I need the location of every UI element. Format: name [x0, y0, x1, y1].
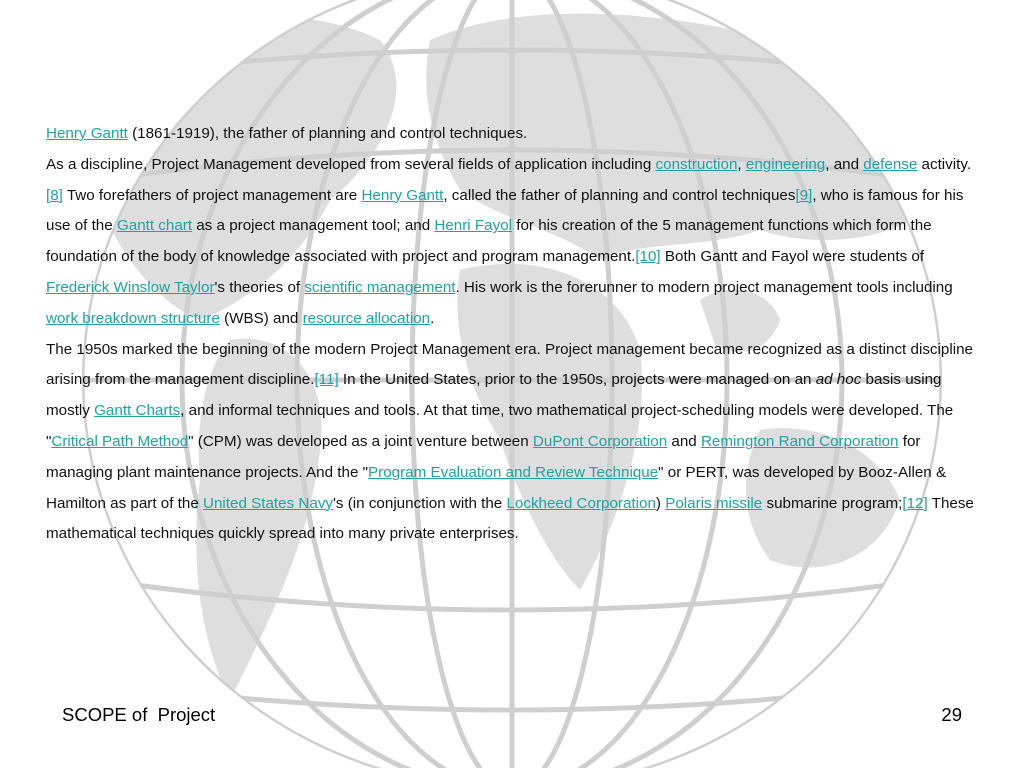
text-run: .: [430, 309, 435, 327]
text-run: . His work is the forerunner to modern project management tools including: [455, 278, 953, 296]
text-run: , called the father of planning and control techniques: [443, 186, 796, 204]
inline-link[interactable]: Henry Gantt: [46, 125, 128, 142]
inline-link[interactable]: Gantt chart: [116, 217, 193, 235]
text-run: activity.: [917, 155, 972, 173]
text-run: ): [655, 494, 666, 512]
inline-link[interactable]: Frederick Winslow Taylor: [46, 278, 215, 296]
inline-link[interactable]: [11]: [314, 371, 339, 389]
inline-link[interactable]: United States Navy: [203, 494, 334, 512]
inline-link[interactable]: Critical Path Method: [51, 432, 189, 450]
text-run: Two forefathers of project management are: [62, 186, 362, 204]
inline-link[interactable]: Lockheed Corporation: [506, 494, 656, 512]
inline-link[interactable]: Henry Gantt: [361, 186, 444, 204]
text-run: , and: [825, 155, 864, 173]
inline-link[interactable]: Polaris missile: [665, 494, 763, 512]
text-run: 's (in conjunction with the: [333, 494, 507, 512]
text-run: Both Gantt and Fayol were students of: [660, 248, 925, 266]
inline-link[interactable]: Program Evaluation and Review Technique: [368, 463, 659, 481]
text-run: basis using mostly: [46, 371, 942, 420]
text-run: These mathematical techniques quickly spread into many private enterprises.: [46, 494, 974, 543]
inline-link[interactable]: resource allocation: [302, 309, 431, 327]
inline-link[interactable]: defense: [863, 155, 918, 173]
text-run: , and informal techniques and tools. At that time, two mathematical project-scheduling models were developed. The ": [46, 402, 954, 450]
inline-link[interactable]: [12]: [902, 494, 928, 512]
inline-link[interactable]: [9]: [795, 186, 813, 204]
text-run: and: [667, 432, 701, 450]
text-run: (WBS) and: [219, 309, 303, 327]
inline-link[interactable]: [8]: [46, 186, 63, 204]
text-run: (1861-1919), the father of planning and control techniques.: [127, 125, 528, 142]
inline-link[interactable]: Remington Rand Corporation: [700, 432, 899, 450]
paragraph: [46, 119, 981, 150]
italic-text: ad hoc: [815, 371, 862, 389]
text-run: The 1950s marked the beginning of the modern Project Management era. Project management became recognized as a distinct discipline arising from the management discipline.: [46, 340, 973, 389]
paragraph: [46, 150, 981, 335]
inline-link[interactable]: DuPont Corporation: [532, 432, 668, 450]
inline-link[interactable]: work breakdown structure: [46, 309, 220, 327]
text-run: as a project management tool; and: [192, 217, 435, 235]
text-run: ,: [737, 155, 746, 173]
inline-link[interactable]: Gantt Charts: [94, 402, 181, 420]
paragraph: [46, 335, 981, 551]
text-run: In the United States, prior to the 1950s, projects were managed on an: [338, 371, 816, 389]
text-run: for managing plant maintenance projects. And the ": [46, 432, 921, 481]
text-run: " or PERT, was developed by Booz-Allen & Hamilton as part of the: [46, 463, 947, 512]
page-number: 29: [941, 704, 962, 725]
footer-title: SCOPE of Project: [62, 704, 216, 725]
inline-link[interactable]: [10]: [635, 248, 661, 266]
inline-link[interactable]: engineering: [745, 155, 826, 173]
text-run: As a discipline, Project Management developed from several fields of application including: [46, 155, 656, 173]
body-text: [46, 119, 981, 550]
inline-link[interactable]: construction: [655, 155, 738, 173]
inline-link[interactable]: Henri Fayol: [434, 217, 513, 235]
text-run: for his creation of the 5 management functions which form the foundation of the body of knowledge associated with project and program management.: [46, 217, 932, 266]
text-run: 's theories of: [214, 278, 305, 296]
text-run: submarine program;: [762, 494, 903, 512]
inline-link[interactable]: scientific management: [304, 278, 456, 296]
text-run: , who is famous for his use of the: [46, 186, 964, 235]
text-run: " (CPM) was developed as a joint venture between: [188, 432, 533, 450]
